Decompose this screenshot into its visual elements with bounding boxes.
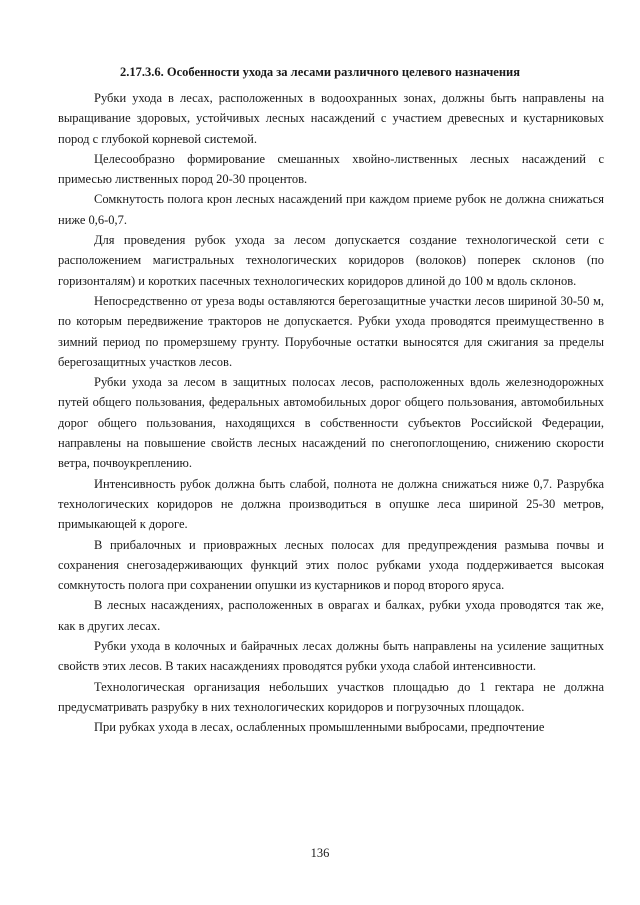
paragraph: При рубках ухода в лесах, ослабленных промышленными выбросами, предпочтение bbox=[94, 720, 545, 735]
paragraph: В лесных насаждениях, расположенных в оврагах и балках, рубки ухода проводятся так же, как в других лесах. bbox=[58, 598, 604, 633]
paragraph: Сомкнутость полога крон лесных насаждений при каждом приеме рубок не должна снижаться ниже 0,6-0,7. bbox=[58, 192, 604, 227]
paragraph: Для проведения рубок ухода за лесом допускается создание технологической сети с расположением магистральных технологических коридоров (волоков) поперек склонов (по горизонталям) и коротких пасечных технологических коридоров длиной до 100 м вдоль склонов. bbox=[58, 233, 604, 288]
paragraph: Рубки ухода в колочных и байрачных лесах должны быть направлены на усиление защитных свойств этих лесов. В таких насаждениях проводятся рубки ухода слабой интенсивности. bbox=[58, 639, 604, 674]
page-number: 136 bbox=[310, 846, 330, 860]
paragraph: Рубки ухода за лесом в защитных полосах лесов, расположенных вдоль железнодорожных путей общего пользования, федеральных автомобильных дорог общего пользования, автомобильных дорог общего пользования, находящихся в собственности субъектов Российской Федерации, направлены на повышение свойств лесных насаждений по снегопоглощению, снижению скорости ветра, почвоукреплению. bbox=[58, 375, 604, 471]
section-heading: 2.17.3.6. Особенности ухода за лесами различного целевого назначения bbox=[119, 65, 521, 79]
paragraph: Технологическая организация небольших участков площадью до 1 гектара не должна предусматривать разрубку в них технологических коридоров и погрузочных площадок. bbox=[58, 679, 604, 714]
paragraph: Интенсивность рубок должна быть слабой, полнота не должна снижаться ниже 0,7. Разрубка технологических коридоров не должна производиться в опушке леса шириной 25-30 метров, примыкающей к дороге. bbox=[58, 476, 604, 532]
paragraph: Непосредственно от уреза воды оставляются берегозащитные участки лесов шириной 30-50 м, по которым передвижение тракторов не допускается. Рубки ухода проводятся преимущественно в зимний период по промерзшему грунту. Порубочные остатки выносятся для сжигания за пределы берегозащитных участков лесов. bbox=[58, 293, 604, 369]
paragraph: Целесообразно формирование смешанных хвойно-лиственных лесных насаждений с примесью лиственных пород 20-30 процентов. bbox=[58, 151, 604, 187]
paragraph: В прибалочных и приовражных лесных полосах для предупреждения размыва почвы и сохранения снегозадерживающих функций этих полос рубками ухода поддерживается высокая сомкнутость полога при сохранении опушки из кустарников и пород второго яруса. bbox=[58, 537, 604, 593]
paragraph: Рубки ухода в лесах, расположенных в водоохранных зонах, должны быть направлены на выращивание здоровых, устойчивых лесных насаждений с участием древесных и кустарниковых пород с глубокой корневой системой. bbox=[58, 91, 604, 146]
body-text bbox=[58, 88, 604, 738]
